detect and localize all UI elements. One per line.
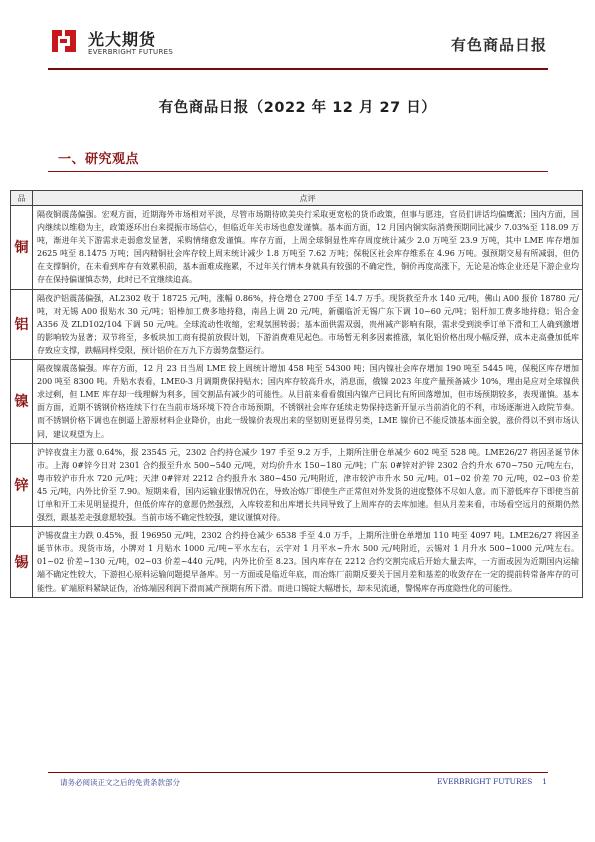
section-divider xyxy=(48,171,548,172)
metal-label-nickel: 镍 xyxy=(11,360,33,444)
header-divider xyxy=(48,68,548,70)
table-row-aluminum xyxy=(11,289,583,359)
commentary-tin: 沪锡夜盘主力跌 0.45%，报 196950 元/吨，2302 合约持仓减少 6538 手至 4.0 万手，上期所注册仓单增加 110 吨至 4097 吨。LME26/27 将因圣诞节休市。现货市场，小牌对 1 月贴水 1000 元/吨~平水左右，云字对 1 月平水~升水 500 元/吨附近，云锡对 1 月升水 500~1000 元/吨左右。01~02 价差~130 元/吨，02~03 价差~440 元/吨，内外比价至 8.23。国内库存在 2212 合约交割完成后开始大量去库，一方面或因为近期国内运输端不确定性较大，下游担心原料运输问题提早备库。另一方面或是临近年底，而冶炼厂前期反要关于国月差和基差的收敛存在一定的提前转常备库存的可能性。矿端原料紧缺证伪，冶炼端因利润下滑而减产预期有所下滑。而进口锡锭大幅增长，却未见流通，警惕库存再度隐性化的可能性。 xyxy=(33,527,583,597)
table-header-row xyxy=(11,191,583,206)
footer-disclaimer: 请务必阅读正文之后的免责条款部分 xyxy=(60,778,180,787)
section-heading: 一、研究观点 xyxy=(58,152,140,167)
table-row-tin xyxy=(11,527,583,597)
commentary-copper: 隔夜铜震荡偏强。宏观方面，近期海外市场相对平淡，尽管市场期待欧美央行采取更宽松的货币政策，但事与愿违，官员们讲话均偏鹰派；国内方面，国内继续以维稳为主，政策逐环出台来提振市场信心，但临近年关市场也愈发谨慎。基本面方面，12 月国内铜实际消费预期同比减少 7.03%至 118.09 万吨，渐进年关下游需求走弱愈发显著，采购情绪愈发谨慎。库存方面，上周全球铜显性库存周度统计减少 2.0 万吨至 23.9 万吨，其中 LME 库存增加 2625 吨至 8.1475 万吨；国内精铜社会库存较上周末统计减少 1.8 万吨至 7.62 万吨；保税区社会库存维系在 4.96 万吨。强预期交易有所减弱，但仍在支撑铜价，在未看到库存有效累积前，基本面难成拖累，不过年关行情本身就具有较强的不确定性，铜价再度高涨下，无论是冶炼企业还是下游企业均存在保持偏谨慎态势，此时已不宜继续追高。 xyxy=(33,206,583,290)
commentary-table xyxy=(10,190,583,598)
page-header xyxy=(0,0,595,72)
column-header-product: 品 xyxy=(11,191,33,206)
report-type-label: 有色商品日报 xyxy=(450,36,547,54)
metal-label-tin: 锡 xyxy=(11,527,33,597)
footer-company: EVERBRIGHT FUTURES xyxy=(437,777,533,786)
commentary-aluminum: 隔夜沪铝震荡偏强，AL2302 收于 18725 元/吨，涨幅 0.86%，持仓增仓 2700 手至 14.7 万手。现货救至升水 140 元/吨，佛山 A00 报价 18780 元/吨，对无锡 A00 报贴水 30 元/吨；铝棒加工费多地持稳，南昌上调 20 元/吨，新疆临沂无锡广东下调 10~60 元/吨；铝杆加工费多地持稳；铝合金 A356 及 ZLD102/104 下调 50 元/吨。全球流动性收缩，宏观氛围转弱；基本面供需双弱，贵州减产影响有限，需求受到淡季订单下滑和工人确到激增的影响较为显著；双节将至，多板块加工商有提前放假计划，下游消费难见起色。市场暂无利多因素推涨，氧化铝价格出现小幅反弹，成本走高叠加低库存致应支撑，跌幅同样受限，预计铝价在万九下方弱势盘整运行。 xyxy=(33,289,583,359)
commentary-nickel: 隔夜镍震荡偏强。库存方面，12 月 23 日当周 LME 较上周统计增加 458 吨至 54300 吨；国内镍社会库存增加 190 吨至 5445 吨，保税区库存增加 200 吨至 8300 吨。升贴水表看，LME0-3 月调期费保持贴水；国内库存较高升水，消息面，俄镍 2023 年度产量预备减少 10%，理由是应对全球镍供求过剩，但 LME 库存却一线理解为利多，国交割品有减少的可能性。从目前来看看俄国内镍产已同比有所回落增加，但市场预期较多，表现谨慎。基本面方面，近期不锈钢价格连续下行在当前市场环境下符合市场预期，不锈钢社会库存延续走势保持迭新开显示当前消化的不利，市场逐渐进入政院节奏。而不锈钢价格下调也在倒逼上游原材料企业降价，由此一级镍价表现出来的坚韧则更显得另类，LME 镍价已不能反馈基本面全貌，涨价得以不到市场认同，建议观望为上。 xyxy=(33,360,583,444)
logo-name-cn: 光大期货 xyxy=(88,30,157,49)
commentary-zinc: 沪锌夜盘主力涨 0.64%，报 23545 元，2302 合约持仓减少 197 手至 9.2 万手，上期所注册仓单减少 602 吨至 528 吨。LME26/27 将因圣诞节休市。上海 0#锌今日对 2301 合约报至升水 500~540 元/吨，对均价升水 150~180 元/吨；广东 0#锌对沪锌 2302 合约升水 670~750 元/吨左右，粤市较沪市升水 720 元/吨；天津 0#锌对 2212 合约报升水 380~450 元/吨附近，津市较沪市升水 50 元/吨。01~02 价差 70 元/吨，02~03 价差 45 元/吨，内外比价至 7.90。短期来看，国内运输业服情况仍在，导致冶炼厂即使生产正常但对外发货的进度整体不尽如人意。而下游低库存下即使当前订单和开工未见明显提升，但低价库存的意愿仍然强烈，入库较差和出库增长共同导致了上周库存的去库加速。但从月差来看，市场看空远月的预期仍然强烈，跟基差走强意愿较强。当前市场不确定性较强，建议谨慎对待。 xyxy=(33,443,583,527)
everbright-logo-icon xyxy=(48,26,80,56)
report-title: 有色商品日报（2022 年 12 月 27 日） xyxy=(158,100,437,116)
metal-label-aluminum: 铝 xyxy=(11,289,33,359)
table-row-zinc xyxy=(11,443,583,527)
metal-label-zinc: 锌 xyxy=(11,443,33,527)
logo xyxy=(48,26,174,62)
footer-info xyxy=(427,777,547,786)
logo-name-en: EVERBRIGHT FUTURES xyxy=(88,48,174,56)
table-row-copper xyxy=(11,206,583,290)
footer-divider xyxy=(48,772,548,773)
page-number: 1 xyxy=(542,777,547,786)
table-row-nickel xyxy=(11,360,583,444)
column-header-review: 点评 xyxy=(33,191,583,206)
metal-label-copper: 铜 xyxy=(11,206,33,290)
